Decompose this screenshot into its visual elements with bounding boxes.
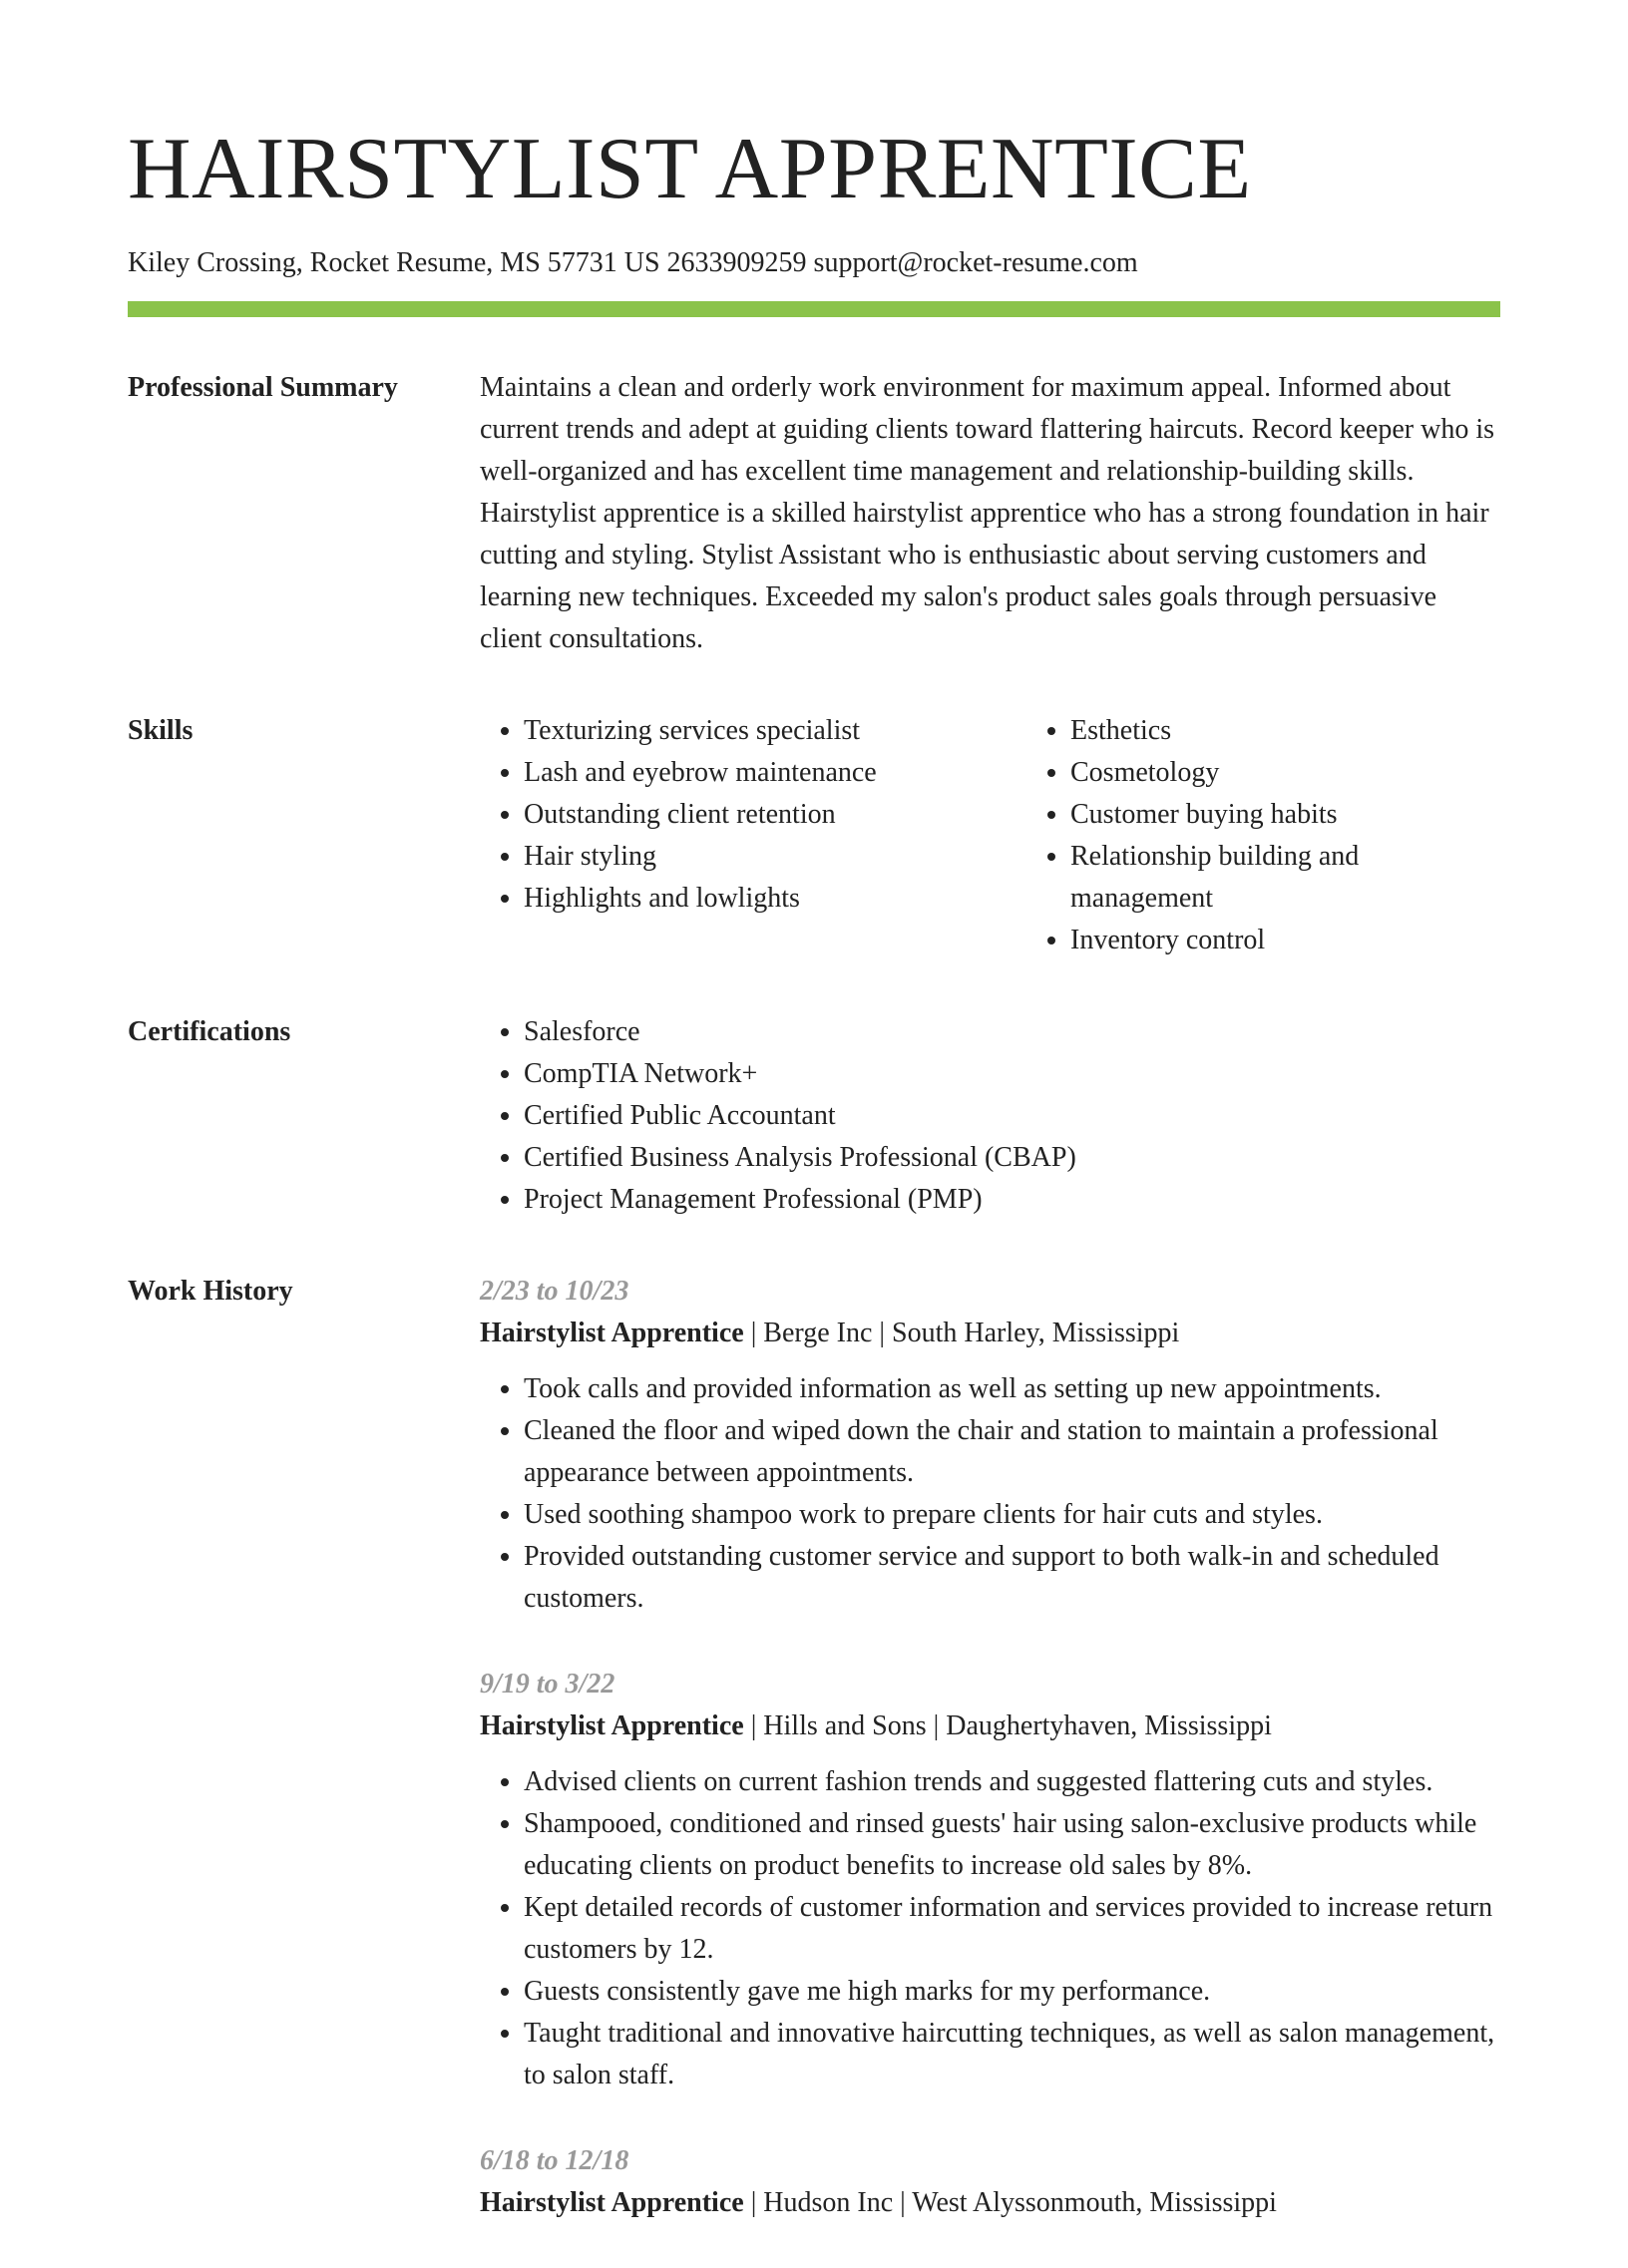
job-bullets (480, 1368, 1500, 1620)
job-bullets (480, 1761, 1500, 2096)
job-details: | Berge Inc | South Harley, Mississippi (743, 1318, 1180, 1348)
job-title: Hairstylist Apprentice (480, 1710, 744, 1741)
summary-body (480, 367, 1500, 660)
job-bullet: • Guests consistently gave me high marks for my performance. (524, 1971, 1500, 2013)
skills-column-2 (1026, 710, 1500, 961)
job-title: Hairstylist Apprentice (480, 1318, 744, 1348)
certification-item: • Certified Public Accountant (524, 1095, 1500, 1137)
certifications-list (480, 1011, 1500, 1221)
job-bullet: • Cleaned the floor and wiped down the chair and station to maintain a professional appearance between appointments. (524, 1410, 1500, 1494)
job-bullet: • Kept detailed records of customer information and services provided to increase return customers by 12. (524, 1887, 1500, 1971)
job-bullet: • Taught traditional and innovative haircutting techniques, as well as salon management, to salon staff. (524, 2013, 1500, 2096)
skill-item: • Customer buying habits (1070, 794, 1500, 836)
job-details: | Hills and Sons | Daughertyhaven, Mississippi (743, 1710, 1272, 1741)
job-date: 9/19 to 3/22 (480, 1669, 615, 1700)
section-title-skills: Skills (128, 715, 194, 746)
section-title-certifications: Certifications (128, 1016, 291, 1047)
certifications-section (128, 1011, 1500, 1221)
skill-item: • Cosmetology (1070, 752, 1500, 794)
certification-item: • Certified Business Analysis Professional (CBAP) (524, 1137, 1500, 1179)
certification-item: • Project Management Professional (PMP) (524, 1179, 1500, 1221)
section-title-summary: Professional Summary (128, 372, 398, 403)
job-bullet: • Advised clients on current fashion trends and suggested flattering cuts and styles. (524, 1761, 1500, 1803)
resume-name: HAIRSTYLIST APPRENTICE (128, 121, 1252, 217)
skills-column-1 (480, 710, 1026, 961)
job-title: Hairstylist Apprentice (480, 2187, 744, 2218)
job-bullet: • Provided outstanding customer service and support to both walk-in and scheduled customers. (524, 1536, 1500, 1620)
job-date: 2/23 to 10/23 (480, 1276, 629, 1307)
skill-item: • Highlights and lowlights (524, 878, 1026, 920)
skill-item: • Esthetics (1070, 710, 1500, 752)
job-entry (480, 2140, 1500, 2224)
accent-divider (128, 301, 1500, 317)
summary-section (128, 367, 1500, 660)
job-heading (480, 2182, 1500, 2224)
job-entry (480, 1664, 1500, 2096)
skills-section (128, 710, 1500, 961)
summary-text: Maintains a clean and orderly work environment for maximum appeal. Informed about current trends and adept at guiding clients toward flattering haircuts. Record keeper who is well-organized and has excellent time management and relationship-building skills. Hairstylist apprentice is a skilled hairstylist apprentice who has a strong foundation in hair cutting and styling. Stylist Assistant who is enthusiastic about serving customers and learning new techniques. Exceeded my salon's product sales goals through persuasive client consultations. (480, 372, 1494, 654)
skill-item: • Lash and eyebrow maintenance (524, 752, 1026, 794)
job-entry (480, 1271, 1500, 1620)
job-bullet: • Shampooed, conditioned and rinsed guests' hair using salon-exclusive products while educating clients on product benefits to increase old sales by 8%. (524, 1803, 1500, 1887)
skill-item: • Outstanding client retention (524, 794, 1026, 836)
section-title-work-history: Work History (128, 1276, 293, 1307)
skill-item: • Hair styling (524, 836, 1026, 878)
work-history-body (480, 1271, 1500, 2268)
job-heading (480, 1705, 1500, 1747)
skills-body (480, 710, 1500, 961)
contact-line: Kiley Crossing, Rocket Resume, MS 57731 US 2633909259 support@rocket-resume.com (128, 247, 1138, 278)
job-heading (480, 1313, 1500, 1354)
certifications-body (480, 1011, 1500, 1221)
certification-item: • CompTIA Network+ (524, 1053, 1500, 1095)
job-details: | Hudson Inc | West Alyssonmouth, Mississippi (743, 2187, 1277, 2218)
job-bullet: • Used soothing shampoo work to prepare clients for hair cuts and styles. (524, 1494, 1500, 1536)
work-history-section (128, 1271, 1500, 2268)
skill-item: • Inventory control (1070, 920, 1500, 961)
skill-item: • Texturizing services specialist (524, 710, 1026, 752)
job-date: 6/18 to 12/18 (480, 2145, 629, 2176)
certification-item: • Salesforce (524, 1011, 1500, 1053)
skill-item: • Relationship building and management (1070, 836, 1500, 920)
job-bullet: • Took calls and provided information as well as setting up new appointments. (524, 1368, 1500, 1410)
